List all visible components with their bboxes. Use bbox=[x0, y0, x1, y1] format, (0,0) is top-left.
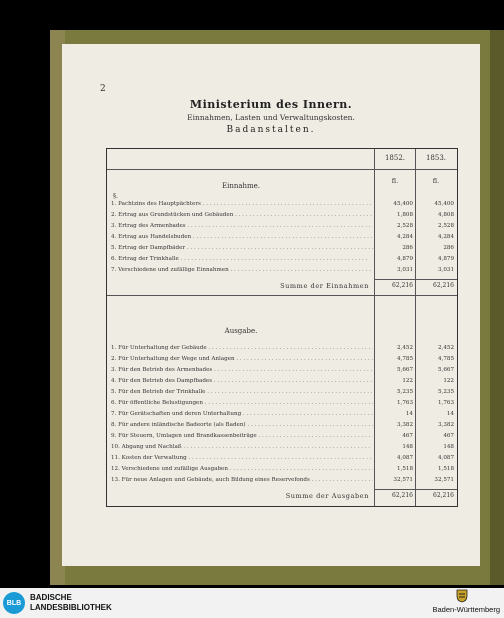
expense-row bbox=[107, 422, 457, 433]
expense-row bbox=[107, 466, 457, 477]
value-1853: 148 bbox=[443, 444, 454, 450]
page-subtitle: Einnahmen, Lasten und Verwaltungskosten. bbox=[187, 113, 355, 122]
scanned-page bbox=[62, 44, 480, 566]
value-1853: 467 bbox=[443, 433, 454, 439]
row-label: 9. Für Steuern, Umlagen und Brandkassenbeiträge . . . bbox=[111, 433, 373, 439]
value-1853: 32,571 bbox=[434, 477, 454, 483]
viewer-footer bbox=[0, 588, 504, 618]
value-1852: 1,518 bbox=[396, 466, 413, 472]
value-1852: 3,382 bbox=[396, 422, 413, 428]
value-1853: 4,808 bbox=[437, 212, 454, 218]
value-1853: 4,879 bbox=[437, 256, 454, 262]
row-label: 1. Für Unterhaltung der Gebäude . . . bbox=[111, 345, 373, 351]
value-1853: 122 bbox=[443, 378, 454, 384]
section-mark: §. bbox=[113, 193, 118, 200]
value-1852: 4,879 bbox=[396, 256, 413, 262]
expense-heading: Ausgabe. bbox=[224, 327, 258, 335]
value-1853: 45,400 bbox=[434, 201, 454, 207]
income-row bbox=[107, 245, 457, 256]
income-row bbox=[107, 212, 457, 223]
income-row bbox=[107, 267, 457, 278]
expense-row bbox=[107, 389, 457, 400]
unit-label: fl. bbox=[391, 177, 399, 185]
value-1852: 4,087 bbox=[396, 455, 413, 461]
row-label: 5. Ertrag der Dampfbäder . . . bbox=[111, 245, 373, 251]
value-1852: 3,031 bbox=[396, 267, 413, 273]
income-sum-1852: 62,216 bbox=[392, 282, 413, 289]
value-1853: 3,382 bbox=[437, 422, 454, 428]
value-1853: 5,667 bbox=[437, 367, 454, 373]
income-row bbox=[107, 223, 457, 234]
value-1852: 4,785 bbox=[396, 356, 413, 362]
section-heading: Badanstalten. bbox=[226, 125, 316, 135]
value-1852: 2,452 bbox=[396, 345, 413, 351]
value-1853: 14 bbox=[446, 411, 454, 417]
value-1852: 4,284 bbox=[396, 234, 413, 240]
value-1852: 122 bbox=[402, 378, 413, 384]
row-label: 7. Verschiedene und zufällige Einnahmen . . . bbox=[111, 267, 373, 273]
income-sum-1853: 62,216 bbox=[433, 282, 454, 289]
row-label: 2. Ertrag aus Grundstücken und Gebäuden . . . bbox=[111, 212, 373, 218]
year-header-1852: 1852. bbox=[384, 154, 406, 162]
value-1853: 2,528 bbox=[437, 223, 454, 229]
value-1853: 1,763 bbox=[437, 400, 454, 406]
row-rule bbox=[107, 295, 457, 296]
row-label: 11. Kosten der Verwaltung . . . bbox=[111, 455, 373, 461]
page-number: 2 bbox=[100, 84, 106, 94]
value-1853: 3,031 bbox=[437, 267, 454, 273]
row-label: 7. Für Gerätschaften und deren Unterhaltung . . . bbox=[111, 411, 373, 417]
expense-sum-1852: 62,216 bbox=[392, 492, 413, 499]
expense-row bbox=[107, 455, 457, 466]
sum-rule bbox=[375, 279, 457, 280]
value-1853: 1,518 bbox=[437, 466, 454, 472]
row-label: 4. Für den Betrieb des Dampfbades . . . bbox=[111, 378, 373, 384]
row-label: 12. Verschiedene und zufällige Ausgaben . . . bbox=[111, 466, 373, 472]
value-1852: 32,571 bbox=[393, 477, 413, 483]
value-1853: 4,087 bbox=[437, 455, 454, 461]
value-1852: 467 bbox=[402, 433, 413, 439]
value-1853: 286 bbox=[443, 245, 454, 251]
blb-logo[interactable]: BLB bbox=[3, 592, 25, 614]
row-label: 13. Für neue Anlagen und Gebäude, auch Bildung eines Reservefonds . . . bbox=[111, 477, 373, 483]
income-heading: Einnahme. bbox=[221, 182, 261, 190]
coat-of-arms-icon bbox=[455, 589, 469, 603]
row-label: 2. Für Unterhaltung der Wege und Anlagen . . . bbox=[111, 356, 373, 362]
expense-row bbox=[107, 400, 457, 411]
value-1852: 45,400 bbox=[393, 201, 413, 207]
library-name bbox=[30, 593, 112, 613]
expense-row bbox=[107, 378, 457, 389]
page-edge bbox=[490, 30, 504, 585]
budget-table bbox=[106, 148, 458, 507]
income-row bbox=[107, 234, 457, 245]
sum-rule bbox=[375, 489, 457, 490]
expense-sum-1853: 62,216 bbox=[433, 492, 454, 499]
value-1852: 14 bbox=[405, 411, 413, 417]
partner-name[interactable]: Baden-Württemberg bbox=[432, 605, 500, 614]
expense-row bbox=[107, 367, 457, 378]
value-1853: 4,284 bbox=[437, 234, 454, 240]
page-title: Ministerium des Innern. bbox=[189, 98, 353, 111]
expense-row bbox=[107, 433, 457, 444]
value-1853: 5,235 bbox=[437, 389, 454, 395]
row-rule bbox=[107, 169, 457, 170]
expense-row bbox=[107, 345, 457, 356]
value-1852: 2,528 bbox=[396, 223, 413, 229]
row-label: 8. Für andere inländische Badeorte (als Baden) . . . bbox=[111, 422, 373, 428]
income-row bbox=[107, 256, 457, 267]
income-sum-label: Summe der Einnahmen bbox=[280, 282, 369, 290]
row-label: 1. Pachtzins des Hauptpächters . . . bbox=[111, 201, 373, 207]
row-label: 10. Abgang und Nachlaß . . . bbox=[111, 444, 373, 450]
value-1852: 1,763 bbox=[396, 400, 413, 406]
value-1852: 286 bbox=[402, 245, 413, 251]
year-header-1853: 1853. bbox=[425, 154, 447, 162]
value-1852: 1,808 bbox=[396, 212, 413, 218]
value-1852: 5,667 bbox=[396, 367, 413, 373]
row-label: 5. Für den Betrieb der Trinkhalle . . . bbox=[111, 389, 373, 395]
row-label: 6. Ertrag der Trinkhalle . . . bbox=[111, 256, 373, 262]
row-label: 6. Für öffentliche Belustigungen . . . bbox=[111, 400, 373, 406]
row-label: 3. Für den Betrieb des Armenbades . . . bbox=[111, 367, 373, 373]
expense-sum-label: Summe der Ausgaben bbox=[285, 492, 369, 500]
value-1853: 2,452 bbox=[437, 345, 454, 351]
unit-label: fl. bbox=[432, 177, 440, 185]
row-label: 4. Ertrag aus Handelsbuden . . . bbox=[111, 234, 373, 240]
value-1852: 5,235 bbox=[396, 389, 413, 395]
library-name-line2: LANDESBIBLIOTHEK bbox=[30, 603, 112, 612]
expense-row bbox=[107, 356, 457, 367]
expense-row bbox=[107, 444, 457, 455]
expense-row bbox=[107, 477, 457, 488]
income-row bbox=[107, 201, 457, 212]
row-label: 3. Ertrag des Armenbades . . . bbox=[111, 223, 373, 229]
expense-row bbox=[107, 411, 457, 422]
value-1852: 148 bbox=[402, 444, 413, 450]
value-1853: 4,785 bbox=[437, 356, 454, 362]
library-name-line1: BADISCHE bbox=[30, 593, 72, 602]
